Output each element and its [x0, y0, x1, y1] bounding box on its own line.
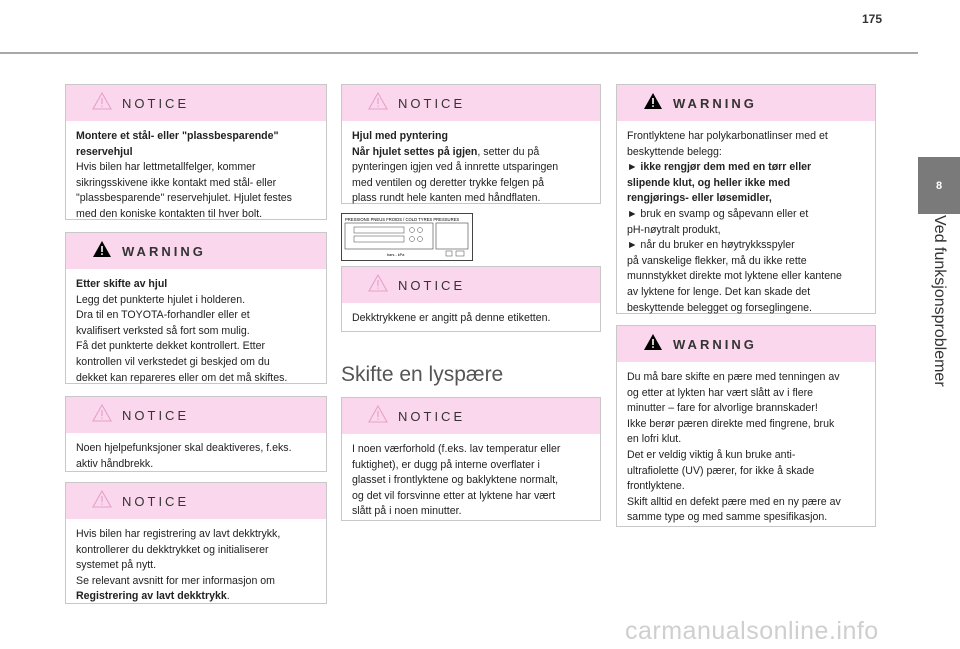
text-line: en lofri klut. [627, 433, 682, 446]
text-line: av lyktene for lenge. Det kan skade det [627, 285, 811, 298]
text-line: beskyttende belegg: [627, 145, 722, 158]
text-line: beskyttende belegget og forseglingene. [627, 301, 812, 314]
notice-box [341, 266, 601, 332]
text-line: kontrollen vil verkstedet gi beskjed om du [76, 355, 270, 368]
text-line: sikringsskivene ikke kontakt med stål- eller [76, 176, 277, 189]
text-line: ► ikke rengjør dem med en tørr eller [627, 161, 812, 174]
box-title: NOTICE [122, 95, 190, 111]
text-line: fuktighet), er dugg på interne overflater i [352, 458, 540, 471]
text-line: ► når du bruker en høytrykksspyler [627, 239, 795, 252]
text-line: frontlyktene. [627, 480, 685, 493]
text-line: Etter skifte av hjul [76, 278, 168, 290]
notice-box [341, 84, 601, 204]
text-line: Noen hjelpefunksjoner skal deaktiveres, f.eks. [76, 442, 292, 454]
text-line: Du må bare skifte en pære med tenningen av [627, 371, 840, 383]
text-line: "plassbesparende" reservehjulet. Hjulet festes [76, 192, 292, 205]
watermark: carmanualsonline.info [625, 617, 879, 645]
text-line: med den koniske kontakten til hver bolt. [76, 207, 263, 220]
text-line: samme type og med samme spesifikasjon. [627, 511, 828, 524]
text-line: Hvis bilen har lettmetallfelger, kommer [76, 161, 256, 174]
text-line: I noen værforhold (f.eks. lav temperatur eller [352, 443, 561, 455]
box-title: NOTICE [398, 408, 466, 424]
text-line: reservehjul [76, 145, 133, 158]
text-line: Se relevant avsnitt for mer informasjon om [76, 574, 276, 587]
text-line: Montere et stål- eller "plassbesparende" [76, 130, 279, 142]
notice-triangle-icon [92, 490, 112, 513]
text-line: og det vil forsvinne etter at lyktene har vært [352, 489, 556, 502]
notice-triangle-icon [92, 92, 112, 115]
box-header [66, 85, 326, 121]
text-tail: , setter du på [477, 145, 540, 158]
text-line [352, 145, 592, 161]
text-line: Hvis bilen har registrering av lavt dekktrykk, [76, 528, 281, 540]
box-header [66, 233, 326, 269]
text-line: kontrollerer du dekktrykket og initialiserer [76, 543, 269, 556]
chapter-tab[interactable]: 8 [918, 157, 960, 214]
notice-box [65, 396, 327, 472]
text-line: Dekktrykkene er angitt på denne etiketten. [352, 312, 551, 324]
notice-box [65, 84, 327, 220]
box-title: WARNING [673, 95, 757, 111]
text-line: med ventilen og deretter trykke felgen på [352, 176, 544, 189]
warning-box [616, 325, 876, 527]
text-line: slipende klut, og heller ikke med [627, 176, 791, 189]
page-number: 175 [861, 12, 882, 26]
text-line: plass rundt hele kanten med håndflaten. [352, 192, 541, 205]
box-title: NOTICE [398, 277, 466, 293]
notice-triangle-icon [368, 274, 388, 297]
warning-box [616, 84, 876, 314]
box-body [342, 303, 600, 333]
text-line: pynteringen igjen ved å innrette utsparingen [352, 161, 559, 174]
notice-triangle-icon [92, 404, 112, 427]
tyre-pressure-label-image [341, 213, 473, 261]
text-tail: . [226, 590, 230, 603]
text-line: kvalifisert verksted så fort som mulig. [76, 324, 250, 337]
box-body [66, 519, 326, 611]
notice-box [65, 482, 327, 604]
text-line: Skift alltid en defekt pære med en ny pære av [627, 495, 841, 508]
warning-triangle-icon [92, 240, 112, 263]
cross-reference: Registrering av lavt dekktrykk [76, 590, 227, 603]
text-line: Det er veldig viktig å kun bruke anti- [627, 448, 796, 461]
text-line: Frontlyktene har polykarbonatlinser med et [627, 130, 828, 142]
warning-box [65, 232, 327, 384]
box-header [617, 326, 875, 362]
section-heading: Skifte en lyspære [341, 363, 504, 386]
label-header: PRESSIONS PNEUS FROIDS / COLD TYRES PRESSURES [345, 217, 460, 222]
text-line: glasset i frontlyktene og baklyktene normalt, [352, 474, 559, 487]
text-line: Hjul med pyntering [352, 130, 448, 142]
text-line: aktiv håndbrekk. [76, 457, 154, 470]
text-line [76, 589, 318, 605]
box-title: NOTICE [122, 493, 190, 509]
box-body [66, 121, 326, 229]
box-body [66, 269, 326, 392]
text-line: dekket kan repareres eller om det må skiftes. [76, 371, 288, 384]
box-title: WARNING [673, 336, 757, 352]
box-title: WARNING [122, 243, 206, 259]
box-body [617, 121, 875, 322]
text-line: ultrafiolette (UV) pærer, for ikke å skade [627, 464, 815, 477]
box-header [342, 267, 600, 303]
text-line: munnstykket direkte mot lyktene eller kantene [627, 270, 842, 283]
warning-triangle-icon [643, 92, 663, 115]
box-body [342, 121, 600, 213]
label-footer: bars - kPa [387, 253, 405, 257]
text-line: slått på i noen minutter. [352, 505, 462, 518]
text-line: Dra til en TOYOTA-forhandler eller et [76, 309, 250, 322]
box-title: NOTICE [122, 407, 190, 423]
box-body [617, 362, 875, 532]
text-line: Legg det punkterte hjulet i holderen. [76, 293, 246, 306]
box-header [66, 397, 326, 433]
text-line: på vanskelige flekker, må du ikke rette [627, 254, 807, 267]
notice-box [341, 397, 601, 521]
chapter-label: Ved funksjonsproblemer [931, 215, 948, 387]
bold-phrase: Når hjulet settes på igjen [352, 145, 478, 158]
box-body [66, 433, 326, 478]
box-header [66, 483, 326, 519]
notice-triangle-icon [368, 405, 388, 428]
box-header [342, 398, 600, 434]
text-line: Få det punkterte dekket kontrollert. Etter [76, 340, 266, 353]
box-header [617, 85, 875, 121]
warning-triangle-icon [643, 333, 663, 356]
text-line: systemet på nytt. [76, 559, 157, 572]
top-rule [0, 52, 918, 54]
text-line: pH-nøytralt produkt, [627, 223, 721, 236]
notice-triangle-icon [368, 92, 388, 115]
text-line: rengjørings- eller løsemidler, [627, 192, 772, 205]
text-line: ► bruk en svamp og såpevann eller et [627, 207, 809, 220]
text-line: og etter at lykten har vært slått av i flere [627, 386, 814, 399]
box-body [342, 434, 600, 526]
text-line: minutter – fare for alvorlige brannskader! [627, 402, 818, 415]
box-header [342, 85, 600, 121]
box-title: NOTICE [398, 95, 466, 111]
text-line: Ikke berør pæren direkte med fingrene, bruk [627, 417, 835, 430]
